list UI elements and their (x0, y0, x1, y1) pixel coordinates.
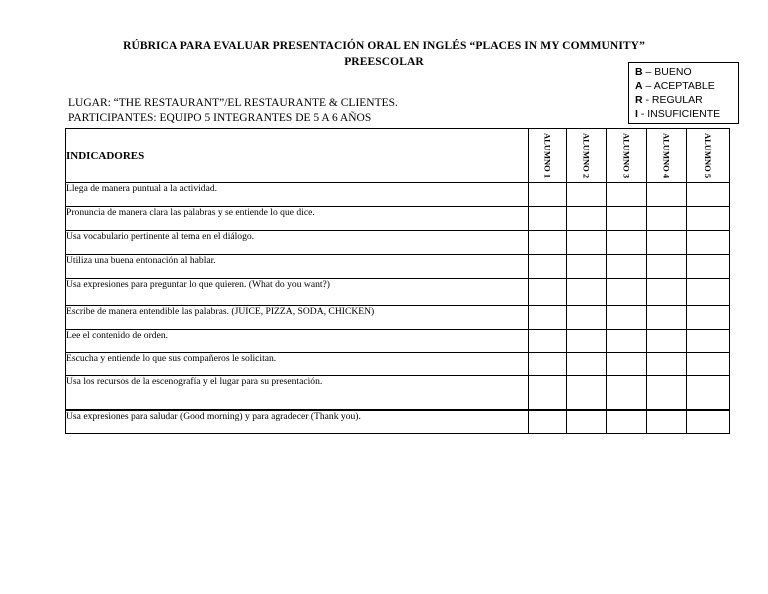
score-cell[interactable] (647, 279, 687, 306)
score-cell[interactable] (647, 255, 687, 279)
score-cell[interactable] (647, 353, 687, 376)
score-cell[interactable] (529, 231, 567, 255)
score-cell[interactable] (687, 231, 730, 255)
score-cell[interactable] (647, 410, 687, 434)
score-cell[interactable] (647, 330, 687, 353)
alumno-3-header (607, 129, 647, 183)
score-cell[interactable] (567, 279, 607, 306)
score-cell[interactable] (567, 330, 607, 353)
scale-label: – BUENO (645, 66, 692, 78)
score-cell[interactable] (687, 183, 730, 207)
table-row (66, 353, 730, 376)
indicador-cell: Utiliza una buena entonación al hablar. (66, 255, 529, 279)
scale-code: A (635, 80, 643, 92)
indicador-cell: Usa expresiones para saludar (Good morning) y para agradecer (Thank you). (66, 410, 529, 434)
score-cell[interactable] (529, 306, 567, 330)
table-row (66, 330, 730, 353)
table-row (66, 306, 730, 330)
scale-code: R (635, 94, 643, 106)
score-cell[interactable] (529, 330, 567, 353)
score-cell[interactable] (607, 279, 647, 306)
scale-code: B (635, 66, 643, 78)
score-cell[interactable] (567, 231, 607, 255)
indicadores-header: INDICADORES (66, 129, 529, 183)
scale-item-regular (635, 93, 738, 107)
alumno-2-header (567, 129, 607, 183)
table-row (66, 410, 730, 434)
score-cell[interactable] (529, 376, 567, 410)
scale-label: - INSUFICIENTE (640, 108, 721, 120)
score-cell[interactable] (607, 231, 647, 255)
alumno-label: ALUMNO 5 (703, 133, 713, 179)
score-cell[interactable] (687, 207, 730, 231)
score-cell[interactable] (567, 255, 607, 279)
score-cell[interactable] (647, 306, 687, 330)
indicador-cell: Usa los recursos de la escenografía y el lugar para su presentación. (66, 376, 529, 410)
scale-label: - REGULAR (645, 94, 703, 106)
scale-item-bueno (635, 65, 738, 79)
indicador-cell: Lee el contenido de orden. (66, 330, 529, 353)
indicador-cell: Escucha y entiende lo que sus compañeros le solicitan. (66, 353, 529, 376)
table-row (66, 231, 730, 255)
indicador-cell: Escribe de manera entendible las palabras. (JUICE, PIZZA, SODA, CHICKEN) (66, 306, 529, 330)
score-cell[interactable] (687, 255, 730, 279)
table-row (66, 207, 730, 231)
score-cell[interactable] (687, 376, 730, 410)
alumno-1-header (529, 129, 567, 183)
participantes-line: PARTICIPANTES: EQUIPO 5 INTEGRANTES DE 5 A 6 AÑOS (68, 112, 372, 124)
document-subtitle: PREESCOLAR (344, 56, 424, 68)
scale-code: I (635, 108, 638, 120)
grading-scale-legend (628, 62, 739, 124)
score-cell[interactable] (647, 207, 687, 231)
score-cell[interactable] (607, 183, 647, 207)
table-row (66, 376, 730, 410)
indicador-cell: Usa vocabulario pertinente al tema en el diálogo. (66, 231, 529, 255)
score-cell[interactable] (607, 207, 647, 231)
alumno-5-header (687, 129, 730, 183)
alumno-label: ALUMNO 3 (621, 133, 632, 179)
lugar-line: LUGAR: “THE RESTAURANT”/EL RESTAURANTE & CLIENTES. (68, 97, 398, 109)
scale-label: – ACEPTABLE (645, 80, 715, 92)
score-cell[interactable] (607, 306, 647, 330)
indicador-cell: Llega de manera puntual a la actividad. (66, 183, 529, 207)
alumno-label: ALUMNO 1 (542, 133, 553, 179)
score-cell[interactable] (567, 410, 607, 434)
scale-item-aceptable (635, 79, 738, 93)
rubric-table (65, 128, 730, 434)
score-cell[interactable] (567, 306, 607, 330)
score-cell[interactable] (567, 207, 607, 231)
alumno-label: ALUMNO 4 (661, 133, 672, 179)
score-cell[interactable] (647, 376, 687, 410)
score-cell[interactable] (607, 353, 647, 376)
scale-item-insuficiente (635, 107, 738, 121)
score-cell[interactable] (687, 353, 730, 376)
table-row (66, 183, 730, 207)
score-cell[interactable] (607, 376, 647, 410)
score-cell[interactable] (529, 279, 567, 306)
score-cell[interactable] (567, 183, 607, 207)
alumno-4-header (647, 129, 687, 183)
table-row (66, 255, 730, 279)
score-cell[interactable] (607, 255, 647, 279)
score-cell[interactable] (687, 410, 730, 434)
score-cell[interactable] (647, 231, 687, 255)
indicador-cell: Usa expresiones para preguntar lo que quieren. (What do you want?) (66, 279, 529, 306)
score-cell[interactable] (529, 255, 567, 279)
score-cell[interactable] (687, 306, 730, 330)
score-cell[interactable] (687, 279, 730, 306)
score-cell[interactable] (529, 183, 567, 207)
score-cell[interactable] (647, 183, 687, 207)
table-header-row (66, 129, 730, 183)
document-title: RÚBRICA PARA EVALUAR PRESENTACIÓN ORAL EN INGLÉS “PLACES IN MY COMMUNITY” (123, 40, 645, 52)
indicador-cell: Pronuncia de manera clara las palabras y se entiende lo que dice. (66, 207, 529, 231)
score-cell[interactable] (687, 330, 730, 353)
score-cell[interactable] (529, 353, 567, 376)
score-cell[interactable] (529, 410, 567, 434)
table-row (66, 279, 730, 306)
score-cell[interactable] (567, 376, 607, 410)
score-cell[interactable] (607, 330, 647, 353)
score-cell[interactable] (607, 410, 647, 434)
score-cell[interactable] (529, 207, 567, 231)
score-cell[interactable] (567, 353, 607, 376)
alumno-label: ALUMNO 2 (581, 133, 592, 179)
